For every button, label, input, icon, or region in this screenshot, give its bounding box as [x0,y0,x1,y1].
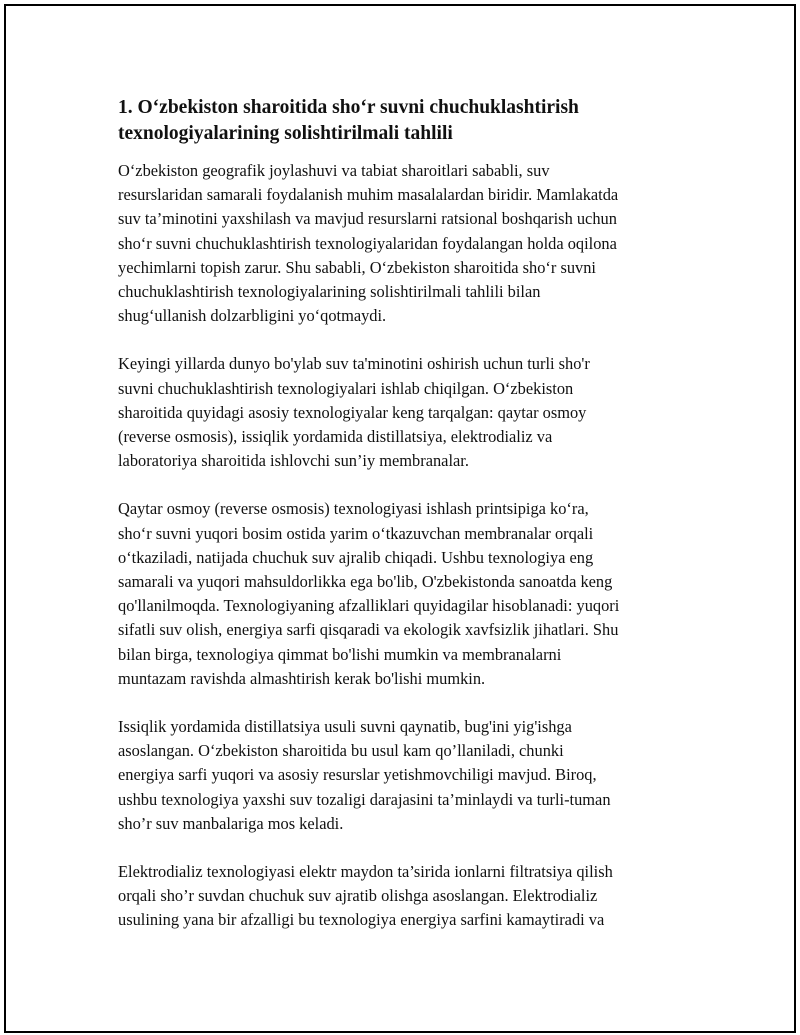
paragraph-technologies: Keyingi yillarda dunyo bo'ylab suv ta'minotini oshirish uchun turli sho'r suvni chuchuklashtirish texnologiyalari ishlab chiqilgan. O‘zbekiston sharoitida quyidagi asosiy texnologiyalar keng tarqalgan: qaytar osmoy (reverse osmosis), issiqlik yordamida distillatsiya, elektrodializ va laboratoriya sharoitida ishlovchi sun’iy membranalar. [118,354,590,471]
section-heading: 1. O‘zbekiston sharoitida sho‘r suvni chuchuklashtirish texnologiyalarining solishtirilmali tahlili [118,97,579,144]
document-body [118,95,688,957]
paragraph-reverse-osmosis: Qaytar osmoy (reverse osmosis) texnologiyasi ishlash printsipiga ko‘ra, sho‘r suvni yuqori bosim ostida yarim o‘tkazuvchan membranalar orqali o‘tkaziladi, natijada chuchuk suv ajralib chiqadi. Ushbu texnologiya eng samarali va yuqori mahsuldorlikka ega bo'lib, O'zbekistonda sanoatda keng qo'llanilmoqda. Texnologiyaning afzalliklari quyidagilar hisoblanadi: yuqori sifatli suv olish, energiya sarfi qisqaradi va ekologik xavfsizlik jihatlari. Shu bilan birga, texnologiya qimmat bo'lishi mumkin va membranalarni muntazam ravishda almashtirish kerak bo'lishi mumkin. [118,499,620,688]
paragraph-intro: O‘zbekiston geografik joylashuvi va tabiat sharoitlari sababli, suv resurslaridan samarali foydalanish muhim masalalardan biridir. Mamlakatda suv ta’minotini yaxshilash va mavjud resurslarni ratsional boshqarish uchun sho‘r suvni chuchuklashtirish texnologiyalaridan foydalangan holda oqilona yechimlarni topish zarur. Shu sababli, O‘zbekiston sharoitida sho‘r suvni chuchuklashtirish texnologiyalarining solishtirilmali tahlili bilan shug‘ullanish dolzarbligini yo‘qotmaydi. [118,161,619,326]
paragraph-distillation: Issiqlik yordamida distillatsiya usuli suvni qaynatib, bug'ini yig'ishga asoslangan. O‘zbekiston sharoitida bu usul kam qo’llaniladi, chunki energiya sarfi yuqori va asosiy resurslar yetishmovchiligi mavjud. Biroq, ushbu texnologiya yaxshi suv tozaligi darajasini ta’minlaydi va turli-tuman sho’r suv manbalariga mos keladi. [118,717,611,833]
paragraph-electrodialysis: Elektrodializ texnologiyasi elektr maydon ta’sirida ionlarni filtratsiya qilish orqali sho’r suvdan chuchuk suv ajratib olishga asoslangan. Elektrodializ usulining yana bir afzalligi bu texnologiya energiya sarfini kamaytiradi va [118,862,613,930]
